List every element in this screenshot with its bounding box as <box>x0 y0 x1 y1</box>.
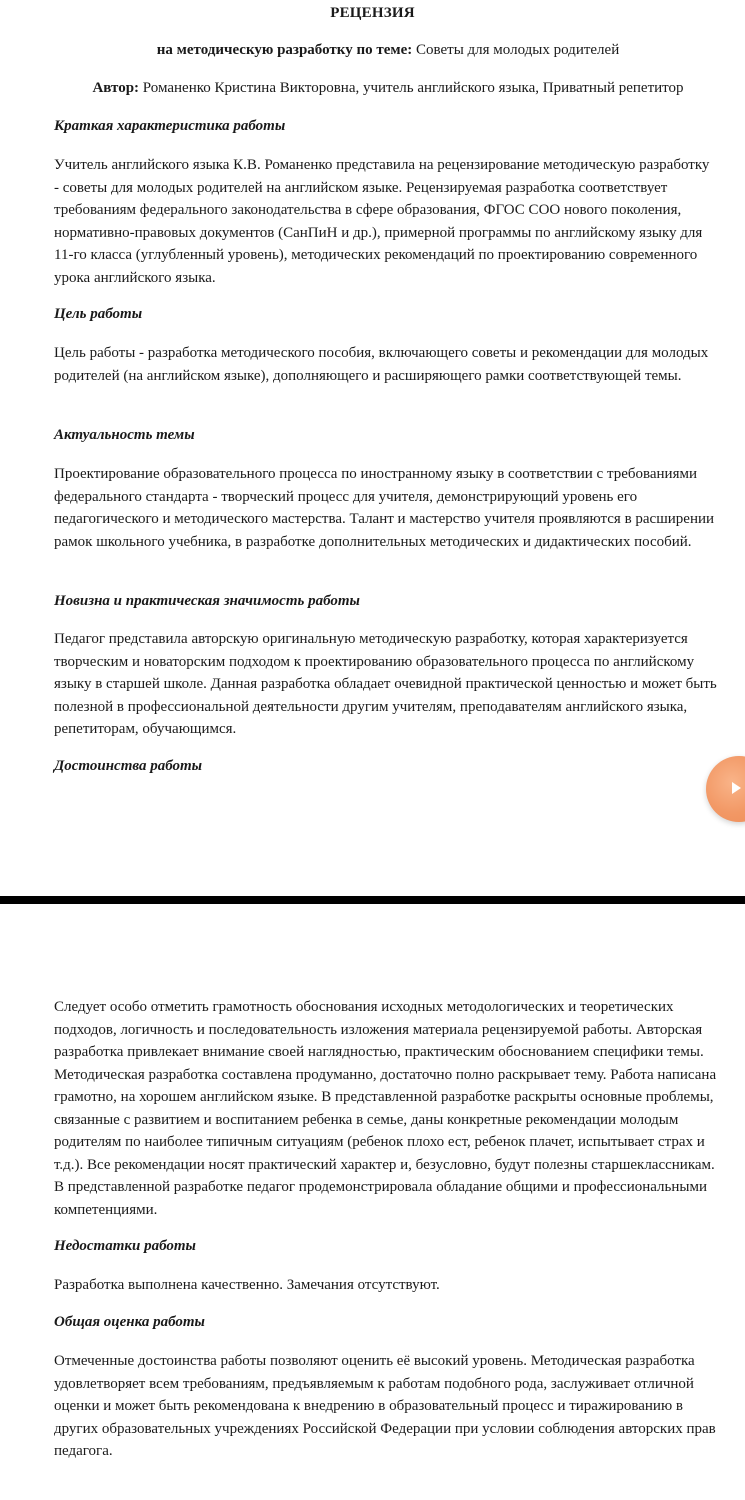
section-heading-assessment: Общая оценка работы <box>54 1314 205 1330</box>
section-heading-goal: Цель работы <box>54 306 143 322</box>
section-text-goal: Цель работы - разработка методического пособия, включающего советы и рекомендации для молодых родителей (на английском языке), дополняющего и расширяющего рамки соответствующей темы. <box>54 345 709 384</box>
page-divider <box>0 896 745 904</box>
section-heading-flaws: Недостатки работы <box>54 1238 196 1254</box>
document-author <box>0 80 745 97</box>
section-heading-novelty: Новизна и практическая значимость работы <box>54 593 360 609</box>
subtitle-topic: Советы для молодых родителей <box>416 42 620 58</box>
author-name: Романенко Кристина Викторовна, учитель английского языка, Приватный репетитор <box>142 80 684 96</box>
play-icon <box>732 782 741 794</box>
subtitle-label: на методическую разработку по теме: <box>156 42 413 58</box>
section-text-characteristic: Учитель английского языка К.В. Романенко представила на рецензирование методическую разработку - советы для молодых родителей на английском языке. Рецензируемая разработка соответствует требованиям федерального законодательства в сфере образования, ФГОС СОО нового поколения, нормативно-правовых документов (СанПиН и др.), примерной программы по английскому языку для 11-го класса (углубленный уровень), методических рекомендаций по проектированию современного урока английского языка. <box>54 157 710 286</box>
document-subtitle <box>0 42 745 59</box>
section-heading-characteristic: Краткая характеристика работы <box>54 118 286 134</box>
document-title: РЕЦЕНЗИЯ <box>330 5 415 21</box>
author-label: Автор: <box>92 80 140 96</box>
section-text-novelty: Педагог представила авторскую оригинальную методическую разработку, которая характеризуется творческим и новаторским подходом к проектированию образовательного процесса по английскому языку в старшей школе. Данная разработка обладает очевидной практической ценностью и может быть полезной в профессиональной деятельности другим учителям, преподавателям английского языка, репетиторам, обучающимся. <box>54 631 717 737</box>
section-text-merits: Следует особо отметить грамотность обоснования исходных методологических и теоретических подходов, логичность и последовательность изложения материала рецензируемой работы. Авторская разработка привлекает внимание своей наглядностью, практическим обоснованием специфики темы. Методическая разработка составлена продуманно, достаточно полно раскрывает тему. Работа написана грамотно, на хорошем английском языке. В представленной разработке раскрыты основные проблемы, связанные с развитием и воспитанием ребенка в семье, даны конкретные рекомендации молодым родителям по наиболее типичным ситуациям (ребенок плохо ест, ребенок плачет, испытывает страх и т.д.). Все рекомендации носят практический характер и, безусловно, будут полезны старшеклассникам. В представленной разработке педагог продемонстрировала обладание общими и профессиональными компетенциями. <box>54 999 717 1218</box>
section-heading-relevance: Актуальность темы <box>54 427 195 443</box>
section-text-relevance: Проектирование образовательного процесса по иностранному языку в соответствии с требованиями федерального стандарта - творческий процесс для учителя, демонстрирующий уровень его педагогического и методического мастерства. Талант и мастерство учителя проявляются в расширении рамок школьного учебника, в разработке дополнительных методических и дидактических пособий. <box>54 466 715 550</box>
section-text-assessment: Отмеченные достоинства работы позволяют оценить её высокий уровень. Методическая разработка удовлетворяет всем требованиям, предъявляемым к работам подобного рода, заслуживает отличной оценки и может быть рекомендована к внедрению в образовательный процесс и тиражированию в других образовательных учреждениях Российской Федерации при условии соблюдения авторских прав педагога. <box>54 1353 716 1459</box>
section-text-flaws: Разработка выполнена качественно. Замечания отсутствуют. <box>54 1277 440 1293</box>
section-heading-merits: Достоинства работы <box>54 758 203 774</box>
